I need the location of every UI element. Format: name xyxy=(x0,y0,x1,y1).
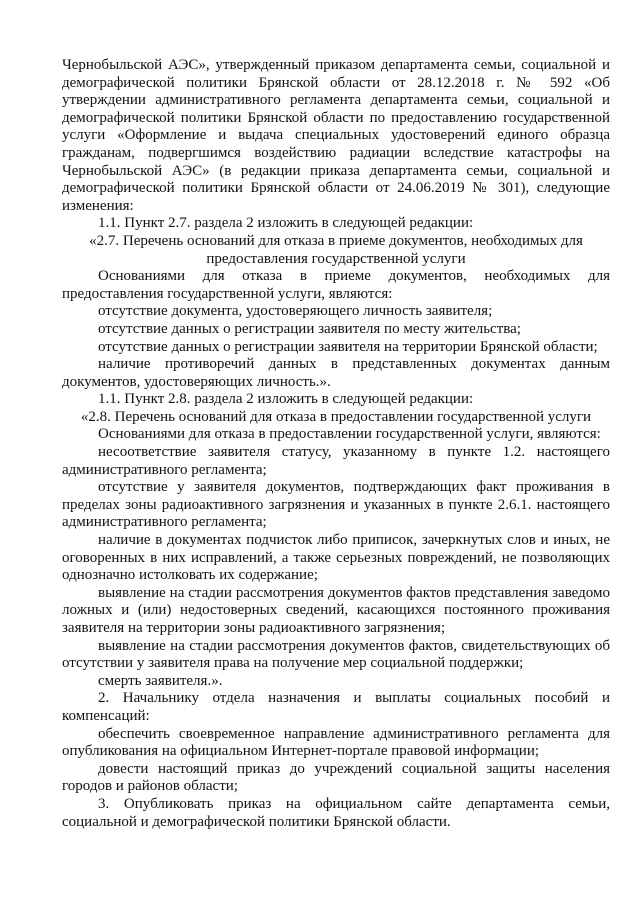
list-item-2-8-5: выявление на стадии рассмотрения документов фактов, свидетельствующих об отсутствии у заявителя права на получение мер социальной поддержки; xyxy=(62,637,610,672)
list-item-2-7-3: отсутствие данных о регистрации заявителя на территории Брянской области; xyxy=(98,338,598,355)
document-page xyxy=(62,57,610,831)
section-heading-2-8: «2.8. Перечень оснований для отказа в предоставлении государственной услуги xyxy=(80,408,592,425)
list-item-2-8-2: отсутствие у заявителя документов, подтверждающих факт проживания в пределах зоны радиоактивного загрязнения и указанных в пункте 2.6.1. настоящего административного регламента; xyxy=(62,479,610,531)
paragraph-intro: Чернобыльской АЭС», утвержденный приказом департамента семьи, социальной и демографической политики Брянской области от 28.12.2018 г. № 592 «Об утверждении административного регламента департамента семьи, социальной и демографической политики Брянской области по предоставлению государственной услуги «Оформление и выдача специальных удостоверений единого образца гражданам, подвергшимся воздействию радиации вследствие катастрофы на Чернобыльской АЭС» (в редакции приказа департамента семьи, социальной и демографической политики Брянской области от 24.06.2019 № 301), следующие изменения: xyxy=(62,57,610,214)
list-item-2-2: довести настоящий приказ до учреждений социальной защиты населения городов и районов области; xyxy=(62,760,610,795)
paragraph-item-1-1-a: 1.1. Пункт 2.7. раздела 2 изложить в следующей редакции: xyxy=(98,215,474,232)
list-item-2-8-6: смерть заявителя.». xyxy=(98,672,223,689)
list-item-2-7-2: отсутствие данных о регистрации заявителя по месту жительства; xyxy=(98,320,521,337)
list-item-2-8-1: несоответствие заявителя статусу, указанному в пункте 1.2. настоящего административного регламента; xyxy=(62,444,610,478)
section-heading-2-7: «2.7. Перечень оснований для отказа в приеме документов, необходимых для предоставления государственной услуги xyxy=(89,232,583,267)
list-item-2-8-3: наличие в документах подчисток либо приписок, зачеркнутых слов и иных, не оговоренных в них исправлений, а также серьезных повреждений, не позволяющих однозначно истолковать их содержание; xyxy=(62,532,610,584)
list-item-2-7-1: отсутствие документа, удостоверяющего личность заявителя; xyxy=(98,303,493,320)
paragraph-item-1-1-b: 1.1. Пункт 2.8. раздела 2 изложить в следующей редакции: xyxy=(98,391,474,408)
list-item-2-1: обеспечить своевременное направление административного регламента для опубликования на официальном Интернет-портале правовой информации; xyxy=(62,725,610,760)
paragraph-grounds-intro-2-8: Основаниями для отказа в предоставлении государственной услуги, являются: xyxy=(98,426,601,443)
paragraph-item-2: 2. Начальнику отдела назначения и выплаты социальных пособий и компенсаций: xyxy=(62,690,610,724)
list-item-2-7-4: наличие противоречий данных в представленных документах данным документов, удостоверяющих личность.». xyxy=(62,356,610,390)
list-item-2-8-4: выявление на стадии рассмотрения документов фактов представления заведомо ложных и (или) недостоверных сведений, касающихся постоянного проживания заявителя на территории зоны радиоактивного загрязнения; xyxy=(62,584,610,636)
paragraph-grounds-intro-2-7: Основаниями для отказа в приеме документов, необходимых для предоставления государственной услуги, являются: xyxy=(62,268,610,302)
paragraph-item-3: 3. Опубликовать приказ на официальном сайте департамента семьи, социальной и демографической политики Брянской области. xyxy=(62,795,610,830)
